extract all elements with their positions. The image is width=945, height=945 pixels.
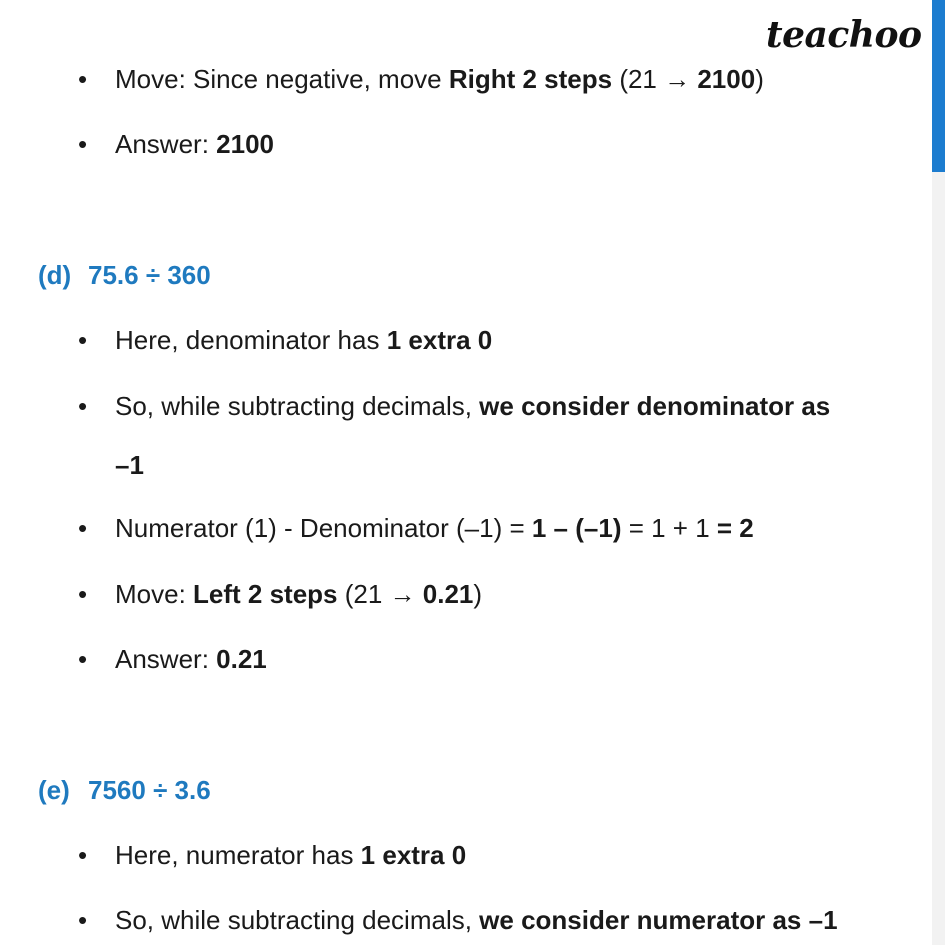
- scrollbar[interactable]: [932, 0, 945, 945]
- bullet-text: [115, 389, 830, 423]
- bullet-text: [115, 127, 274, 161]
- bold-segment: we consider numerator as –1: [479, 905, 838, 935]
- part-d-label: (d): [38, 260, 72, 290]
- bullet-dot: •: [78, 391, 88, 421]
- part-d-expression: 75.6 ÷ 360: [88, 260, 211, 290]
- text-segment: Move:: [115, 579, 194, 609]
- bold-segment: 0.21: [422, 579, 474, 609]
- bullet-dot: •: [78, 905, 88, 935]
- bullet-dot: •: [78, 644, 88, 674]
- part-e-expression: 7560 ÷ 3.6: [88, 775, 211, 805]
- text-segment: Numerator (1) - Denominator (–1) =: [115, 513, 532, 543]
- bullet-text: [115, 511, 754, 545]
- text-segment: So, while subtracting decimals,: [115, 391, 480, 421]
- text-segment: ): [473, 579, 483, 609]
- bullet-text: [115, 323, 492, 357]
- bullet-text: [115, 642, 267, 676]
- bullet-text: [115, 577, 482, 611]
- text-segment: Answer:: [115, 129, 217, 159]
- bullet-dot: •: [78, 579, 88, 609]
- bullet-text: [115, 903, 838, 937]
- bullet-text: [115, 838, 466, 872]
- bold-segment: 1 extra 0: [386, 325, 493, 355]
- text-segment: Move: Since negative, move: [115, 64, 449, 94]
- text-segment: So, while subtracting decimals,: [115, 905, 480, 935]
- bullet-text: [115, 448, 144, 482]
- teachoo-logo: teachoo: [766, 14, 922, 56]
- bold-segment: Right 2 steps: [448, 64, 613, 94]
- bullet-dot: •: [78, 129, 88, 159]
- bold-segment: 0.21: [216, 644, 267, 674]
- bullet-dot: •: [78, 840, 88, 870]
- text-segment: = 1 + 1: [621, 513, 717, 543]
- bold-segment: 1 – (–1): [531, 513, 622, 543]
- text-segment: Answer:: [115, 644, 217, 674]
- bold-segment: 2100: [697, 64, 756, 94]
- bullet-text: [115, 62, 764, 96]
- text-segment: Here, numerator has: [115, 840, 361, 870]
- bullet-dot: •: [78, 325, 88, 355]
- text-segment: (21 →: [337, 579, 423, 609]
- text-segment: Here, denominator has: [115, 325, 387, 355]
- text-segment: (21 →: [612, 64, 698, 94]
- bold-segment: –1: [115, 450, 144, 480]
- bold-segment: Left 2 steps: [193, 579, 338, 609]
- part-e-label: (e): [38, 775, 70, 805]
- bold-segment: = 2: [716, 513, 754, 543]
- bold-segment: 1 extra 0: [360, 840, 467, 870]
- scrollbar-thumb[interactable]: [932, 0, 945, 172]
- text-segment: ): [755, 64, 764, 94]
- bold-segment: we consider denominator as: [479, 391, 831, 421]
- bullet-dot: •: [78, 64, 88, 94]
- bullet-dot: •: [78, 513, 88, 543]
- bold-segment: 2100: [216, 129, 274, 159]
